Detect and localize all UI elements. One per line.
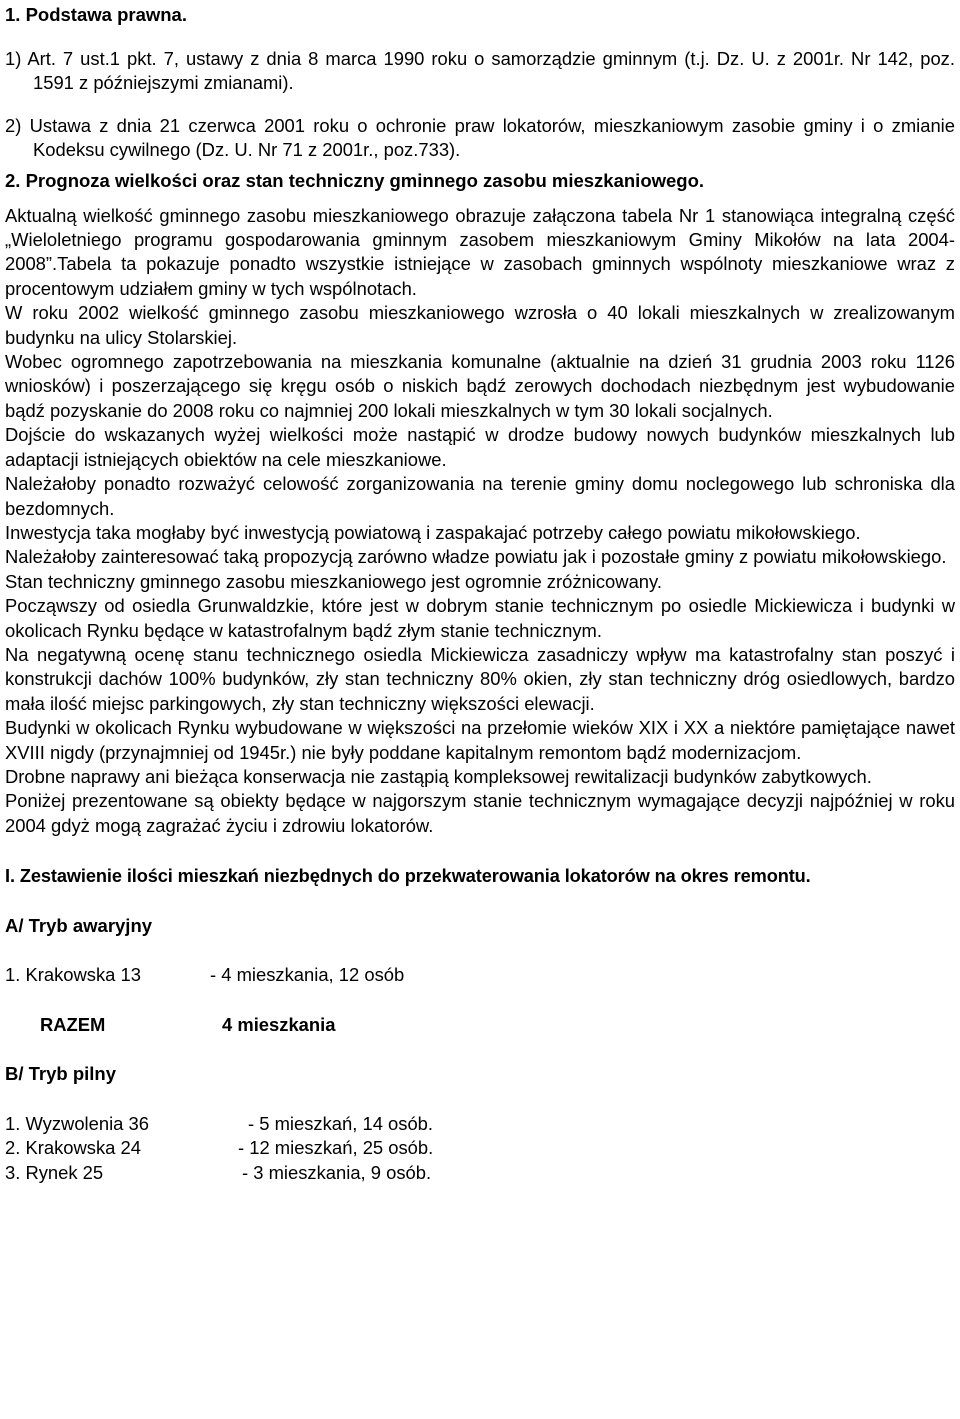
entry-detail: - 3 mieszkania, 9 osób. bbox=[242, 1161, 432, 1183]
paragraph: Należałoby ponadto rozważyć celowość zorganizowania na terenie gminy domu noclegowego lub schroniska dla bezdomnych. bbox=[5, 473, 955, 519]
paragraph: Wobec ogromnego zapotrzebowania na mieszkania komunalne (aktualnie na dzień 31 grudnia 2003 roku 1126 wniosków) i poszerzającego się kręgu osób o niskich bądź zerowych dochodach niezbędnym jest wybudowanie bądź pozyskanie do 2008 roku co najmniej 200 lokali mieszkalnych w tym 30 lokali socjalnych. bbox=[5, 351, 955, 421]
document-page bbox=[5, 0, 955, 1185]
entry-row bbox=[5, 1112, 955, 1136]
group-b-heading: B/ Tryb pilny bbox=[5, 1062, 117, 1084]
entry-detail: - 4 mieszkania, 12 osób bbox=[210, 964, 405, 986]
paragraph: Poniżej prezentowane są obiekty będące w najgorszym stanie technicznym wymagające decyzji najpóźniej w roku 2004 gdyż mogą zagrażać życiu i zdrowiu lokatorów. bbox=[5, 790, 955, 836]
entry-row bbox=[5, 1136, 955, 1160]
paragraph: Należałoby zainteresować taką propozycją zarówno władze powiatu jak i pozostałe gminy z powiatu mikołowskiego. bbox=[5, 546, 947, 568]
legal-basis-item-2: 2) Ustawa z dnia 21 czerwca 2001 roku o ochronie praw lokatorów, mieszkaniowym zasobie gminy i o zmianie Kodeksu cywilnego (Dz. U. Nr 71 z 2001r., poz.733). bbox=[5, 114, 955, 161]
entry-place: 3. Rynek 25 bbox=[5, 1161, 104, 1183]
total-row bbox=[5, 1013, 955, 1037]
entry-detail: - 12 mieszkań, 25 osób. bbox=[238, 1137, 434, 1159]
paragraph: Inwestycja taka mogłaby być inwestycją powiatową i zaspakajać potrzeby całego powiatu mikołowskiego. bbox=[5, 521, 861, 543]
paragraph: Na negatywną ocenę stanu technicznego osiedla Mickiewicza zasadniczy wpływ ma katastrofalny stan poszyć i konstrukcji dachów 100% budynków, zły stan techniczny 80% okien, zły stan techniczny dróg osiedlowych, bardzo mała ilość miejsc parkingowych, zły stan techniczny większości elewacji. bbox=[5, 643, 955, 714]
paragraph: Począwszy od osiedla Grunwaldzkie, które jest w dobrym stanie technicznym po osiedle Mickiewicza i budynki w okolicach Rynku będące w katastrofalnym bądź złym stanie technicznym. bbox=[5, 595, 955, 641]
section-1-heading: 1. Podstawa prawna. bbox=[5, 4, 187, 25]
section-2-heading: 2. Prognoza wielkości oraz stan techniczny gminnego zasobu mieszkaniowego. bbox=[5, 169, 705, 191]
group-a-heading: A/ Tryb awaryjny bbox=[5, 915, 153, 937]
paragraph: Stan techniczny gminnego zasobu mieszkaniowego jest ogromnie zróżnicowany. bbox=[5, 570, 662, 592]
total-label: RAZEM bbox=[40, 1013, 106, 1035]
legal-basis-item-1: 1) Art. 7 ust.1 pkt. 7, ustawy z dnia 8 marca 1990 roku o samorządzie gminnym (t.j. Dz. U. z 2001r. Nr 142, poz. 1591 z późniejszymi zmianami). bbox=[5, 48, 955, 94]
paragraph: Aktualną wielkość gminnego zasobu mieszkaniowego obrazuje załączona tabela Nr 1 stanowiąca integralną część „Wieloletniego programu gospodarowania gminnym zasobem mieszkaniowym Gminy Mikołów na lata 2004-2008”.Tabela ta pokazuje ponadto wszystkie istniejące w zasobach gminnych wspólnoty mieszkaniowe wraz z procentowym udziałem gminy w tych wspólnotach. bbox=[5, 204, 955, 299]
paragraph: Budynki w okolicach Rynku wybudowane w większości na przełomie wieków XIX i XX a niektóre pamiętające nawet XVIII nigdy (przynajmniej od 1945r.) nie były poddane kapitalnym remontom bądź modernizacjom. bbox=[5, 717, 955, 763]
paragraph: W roku 2002 wielkość gminnego zasobu mieszkaniowego wzrosła o 40 lokali mieszkalnych w zrealizowanym budynku na ulicy Stolarskiej. bbox=[5, 302, 955, 348]
entry-place: 2. Krakowska 24 bbox=[5, 1137, 141, 1159]
entry-row bbox=[5, 1161, 955, 1185]
paragraph: Drobne naprawy ani bieżąca konserwacja nie zastąpią kompleksowej rewitalizacji budynków zabytkowych. bbox=[5, 765, 872, 787]
total-value: 4 mieszkania bbox=[222, 1013, 336, 1035]
entry-row bbox=[5, 963, 955, 987]
entry-detail: - 5 mieszkań, 14 osób. bbox=[248, 1112, 434, 1134]
entry-place: 1. Wyzwolenia 36 bbox=[5, 1112, 149, 1134]
section-I-heading: I. Zestawienie ilości mieszkań niezbędnych do przekwaterowania lokatorów na okres remontu. bbox=[5, 866, 811, 887]
paragraph: Dojście do wskazanych wyżej wielkości może nastąpić w drodze budowy nowych budynków mieszkalnych lub adaptacji istniejących obiektów na cele mieszkaniowe. bbox=[5, 424, 955, 470]
entry-place: 1. Krakowska 13 bbox=[5, 964, 141, 986]
